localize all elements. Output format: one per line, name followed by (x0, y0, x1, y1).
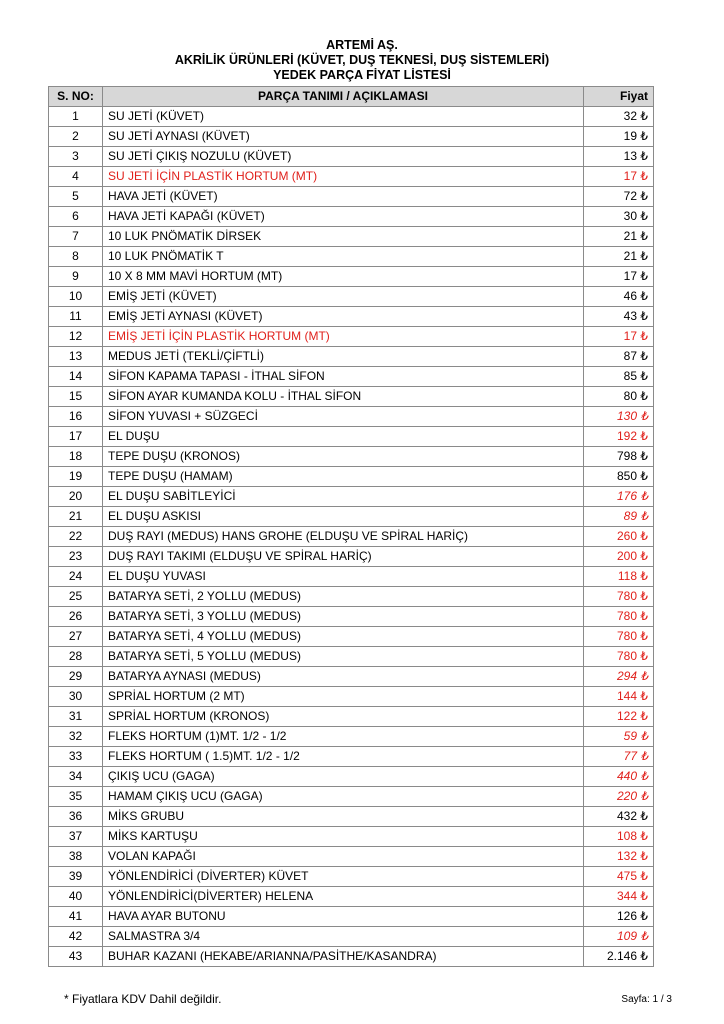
row-number: 31 (49, 707, 103, 727)
row-number: 19 (49, 467, 103, 487)
row-price: 109 ₺ (584, 927, 654, 947)
row-number: 18 (49, 447, 103, 467)
table-row (49, 607, 654, 627)
table-row (49, 167, 654, 187)
row-number: 2 (49, 127, 103, 147)
table-row (49, 547, 654, 567)
row-price: 43 ₺ (584, 307, 654, 327)
row-number: 29 (49, 667, 103, 687)
row-price: 432 ₺ (584, 807, 654, 827)
row-description: HAMAM ÇIKIŞ UCU (GAGA) (103, 787, 584, 807)
row-description: MİKS KARTUŞU (103, 827, 584, 847)
row-number: 6 (49, 207, 103, 227)
row-price: 220 ₺ (584, 787, 654, 807)
table-row (49, 287, 654, 307)
table-row (49, 907, 654, 927)
page-number: Sayfa: 1 / 3 (621, 994, 672, 1005)
row-price: 122 ₺ (584, 707, 654, 727)
row-description: BATARYA SETİ, 4 YOLLU (MEDUS) (103, 627, 584, 647)
row-number: 33 (49, 747, 103, 767)
row-number: 1 (49, 107, 103, 127)
product-line: AKRİLİK ÜRÜNLERİ (KÜVET, DUŞ TEKNESİ, DUŞ SİSTEMLERİ) (174, 53, 550, 67)
row-description: DUŞ RAYI (MEDUS) HANS GROHE (ELDUŞU VE SPİRAL HARİÇ) (103, 527, 584, 547)
table-row (49, 867, 654, 887)
row-number: 26 (49, 607, 103, 627)
row-price: 32 ₺ (584, 107, 654, 127)
row-number: 40 (49, 887, 103, 907)
row-price: 59 ₺ (584, 727, 654, 747)
table-row (49, 627, 654, 647)
row-price: 13 ₺ (584, 147, 654, 167)
row-description: EL DUŞU (103, 427, 584, 447)
column-header-description: PARÇA TANIMI / AÇIKLAMASI (103, 87, 584, 107)
row-description: DUŞ RAYI TAKIMI (ELDUŞU VE SPİRAL HARİÇ) (103, 547, 584, 567)
row-number: 16 (49, 407, 103, 427)
document-header (0, 38, 724, 83)
row-number: 27 (49, 627, 103, 647)
table-row (49, 307, 654, 327)
column-header-no: S. NO: (49, 87, 103, 107)
row-price: 344 ₺ (584, 887, 654, 907)
row-price: 176 ₺ (584, 487, 654, 507)
row-number: 15 (49, 387, 103, 407)
table-row (49, 647, 654, 667)
row-price: 850 ₺ (584, 467, 654, 487)
row-description: EL DUŞU ASKISI (103, 507, 584, 527)
vat-footnote: * Fiyatlara KDV Dahil değildir. (64, 992, 222, 1006)
table-row (49, 687, 654, 707)
row-number: 21 (49, 507, 103, 527)
column-header-price: Fiyat (584, 87, 654, 107)
row-price: 30 ₺ (584, 207, 654, 227)
row-price: 17 ₺ (584, 327, 654, 347)
table-row (49, 747, 654, 767)
row-number: 11 (49, 307, 103, 327)
row-price: 126 ₺ (584, 907, 654, 927)
row-description: TEPE DUŞU (HAMAM) (103, 467, 584, 487)
row-number: 35 (49, 787, 103, 807)
company-name: ARTEMİ AŞ. (326, 38, 398, 52)
row-description: FLEKS HORTUM (1)MT. 1/2 - 1/2 (103, 727, 584, 747)
row-description: 10 X 8 MM MAVİ HORTUM (MT) (103, 267, 584, 287)
row-description: ÇIKIŞ UCU (GAGA) (103, 767, 584, 787)
row-number: 17 (49, 427, 103, 447)
table-row (49, 107, 654, 127)
row-number: 10 (49, 287, 103, 307)
row-price: 294 ₺ (584, 667, 654, 687)
row-description: EL DUŞU YUVASI (103, 567, 584, 587)
row-description: EMİŞ JETİ (KÜVET) (103, 287, 584, 307)
row-number: 20 (49, 487, 103, 507)
row-price: 17 ₺ (584, 167, 654, 187)
document-title: YEDEK PARÇA FİYAT LİSTESİ (273, 68, 451, 82)
row-price: 440 ₺ (584, 767, 654, 787)
row-description: SU JETİ İÇİN PLASTİK HORTUM (MT) (103, 167, 584, 187)
row-number: 8 (49, 247, 103, 267)
row-description: SU JETİ AYNASI (KÜVET) (103, 127, 584, 147)
row-description: VOLAN KAPAĞI (103, 847, 584, 867)
table-row (49, 327, 654, 347)
row-price: 780 ₺ (584, 587, 654, 607)
row-number: 34 (49, 767, 103, 787)
table-row (49, 807, 654, 827)
row-number: 24 (49, 567, 103, 587)
row-number: 23 (49, 547, 103, 567)
table-row (49, 267, 654, 287)
table-row (49, 767, 654, 787)
row-price: 780 ₺ (584, 627, 654, 647)
row-description: SU JETİ (KÜVET) (103, 107, 584, 127)
table-row (49, 467, 654, 487)
row-number: 41 (49, 907, 103, 927)
table-row (49, 347, 654, 367)
row-price: 89 ₺ (584, 507, 654, 527)
row-number: 3 (49, 147, 103, 167)
row-price: 21 ₺ (584, 227, 654, 247)
row-description: EL DUŞU SABİTLEYİCİ (103, 487, 584, 507)
table-header-row (49, 87, 654, 107)
row-number: 4 (49, 167, 103, 187)
table-row (49, 147, 654, 167)
row-number: 43 (49, 947, 103, 967)
row-description: MİKS GRUBU (103, 807, 584, 827)
table-row (49, 667, 654, 687)
table-row (49, 847, 654, 867)
row-number: 22 (49, 527, 103, 547)
row-description: HAVA AYAR BUTONU (103, 907, 584, 927)
table-row (49, 427, 654, 447)
row-description: EMİŞ JETİ İÇİN PLASTİK HORTUM (MT) (103, 327, 584, 347)
row-description: TEPE DUŞU (KRONOS) (103, 447, 584, 467)
row-price: 260 ₺ (584, 527, 654, 547)
row-price: 475 ₺ (584, 867, 654, 887)
table-row (49, 727, 654, 747)
row-price: 144 ₺ (584, 687, 654, 707)
row-description: 10 LUK PNÖMATİK DİRSEK (103, 227, 584, 247)
table-row (49, 827, 654, 847)
table-row (49, 927, 654, 947)
row-description: SALMASTRA 3/4 (103, 927, 584, 947)
row-price: 2.146 ₺ (584, 947, 654, 967)
row-description: SİFON AYAR KUMANDA KOLU - İTHAL SİFON (103, 387, 584, 407)
row-description: YÖNLENDİRİCİ(DİVERTER) HELENA (103, 887, 584, 907)
table-row (49, 587, 654, 607)
row-price: 21 ₺ (584, 247, 654, 267)
table-row (49, 407, 654, 427)
row-number: 25 (49, 587, 103, 607)
row-price: 200 ₺ (584, 547, 654, 567)
row-number: 7 (49, 227, 103, 247)
row-description: MEDUS JETİ (TEKLİ/ÇİFTLİ) (103, 347, 584, 367)
table-row (49, 507, 654, 527)
row-number: 28 (49, 647, 103, 667)
row-description: BATARYA AYNASI (MEDUS) (103, 667, 584, 687)
row-description: SİFON KAPAMA TAPASI - İTHAL SİFON (103, 367, 584, 387)
row-price: 192 ₺ (584, 427, 654, 447)
row-description: EMİŞ JETİ AYNASI (KÜVET) (103, 307, 584, 327)
table-row (49, 187, 654, 207)
table-body (49, 107, 654, 967)
row-price: 17 ₺ (584, 267, 654, 287)
row-price: 87 ₺ (584, 347, 654, 367)
row-number: 42 (49, 927, 103, 947)
row-price: 80 ₺ (584, 387, 654, 407)
row-description: HAVA JETİ (KÜVET) (103, 187, 584, 207)
table-row (49, 707, 654, 727)
row-price: 72 ₺ (584, 187, 654, 207)
row-price: 132 ₺ (584, 847, 654, 867)
table-row (49, 947, 654, 967)
row-number: 9 (49, 267, 103, 287)
table-row (49, 527, 654, 547)
table-row (49, 447, 654, 467)
table-row (49, 787, 654, 807)
row-price: 19 ₺ (584, 127, 654, 147)
table-row (49, 247, 654, 267)
table-row (49, 887, 654, 907)
table-row (49, 487, 654, 507)
row-number: 14 (49, 367, 103, 387)
row-description: BATARYA SETİ, 3 YOLLU (MEDUS) (103, 607, 584, 627)
row-price: 130 ₺ (584, 407, 654, 427)
row-price: 780 ₺ (584, 647, 654, 667)
row-price: 77 ₺ (584, 747, 654, 767)
table-row (49, 127, 654, 147)
price-table (48, 86, 654, 967)
row-price: 85 ₺ (584, 367, 654, 387)
row-description: HAVA JETİ KAPAĞI (KÜVET) (103, 207, 584, 227)
row-description: FLEKS HORTUM ( 1.5)MT. 1/2 - 1/2 (103, 747, 584, 767)
table-row (49, 227, 654, 247)
row-number: 38 (49, 847, 103, 867)
row-number: 12 (49, 327, 103, 347)
row-description: SİFON YUVASI + SÜZGECİ (103, 407, 584, 427)
row-number: 30 (49, 687, 103, 707)
table-row (49, 567, 654, 587)
row-description: SU JETİ ÇIKIŞ NOZULU (KÜVET) (103, 147, 584, 167)
row-price: 108 ₺ (584, 827, 654, 847)
table-row (49, 367, 654, 387)
row-number: 37 (49, 827, 103, 847)
row-price: 798 ₺ (584, 447, 654, 467)
row-number: 32 (49, 727, 103, 747)
row-description: SPRİAL HORTUM (2 MT) (103, 687, 584, 707)
row-description: YÖNLENDİRİCİ (DİVERTER) KÜVET (103, 867, 584, 887)
table-row (49, 207, 654, 227)
table-row (49, 387, 654, 407)
row-description: BATARYA SETİ, 2 YOLLU (MEDUS) (103, 587, 584, 607)
row-number: 13 (49, 347, 103, 367)
row-description: BUHAR KAZANI (HEKABE/ARIANNA/PASİTHE/KASANDRA) (103, 947, 584, 967)
row-description: 10 LUK PNÖMATİK T (103, 247, 584, 267)
row-price: 46 ₺ (584, 287, 654, 307)
row-price: 118 ₺ (584, 567, 654, 587)
row-number: 36 (49, 807, 103, 827)
row-number: 5 (49, 187, 103, 207)
row-description: SPRİAL HORTUM (KRONOS) (103, 707, 584, 727)
row-description: BATARYA SETİ, 5 YOLLU (MEDUS) (103, 647, 584, 667)
row-number: 39 (49, 867, 103, 887)
row-price: 780 ₺ (584, 607, 654, 627)
